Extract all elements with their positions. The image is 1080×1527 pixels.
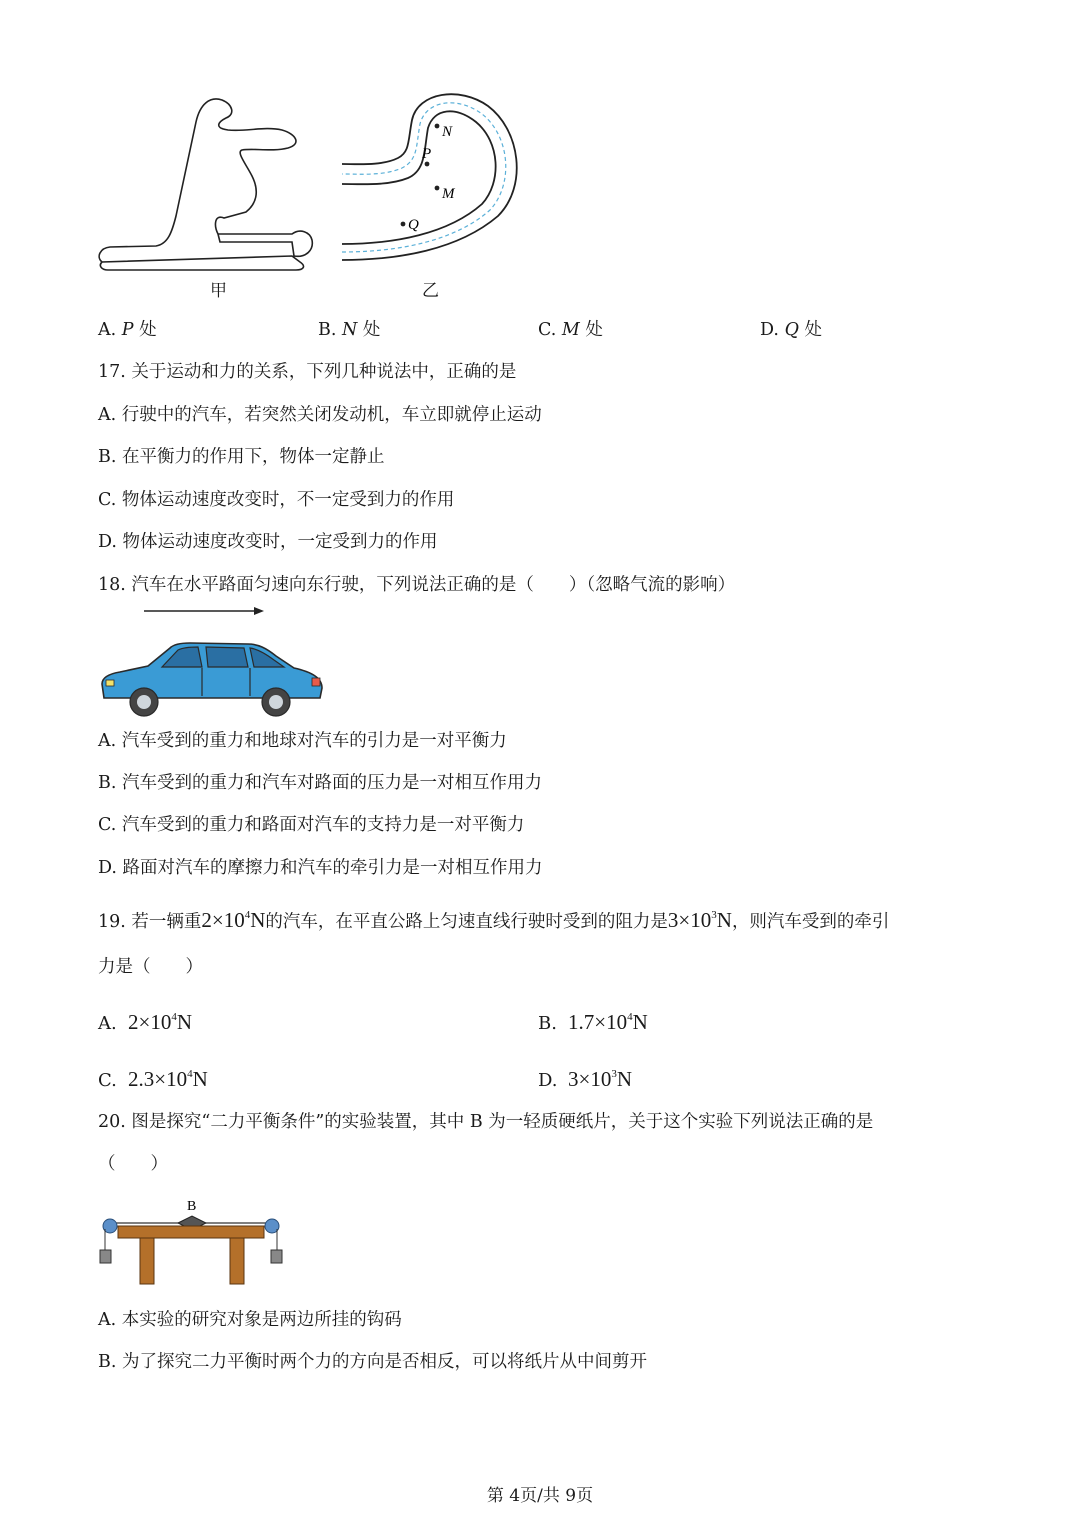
q19-option-a: A. $2\times 10^4N$ — [98, 1010, 193, 1034]
curve-center-dash — [342, 103, 506, 252]
q19-stem: 19. 若一辆重$2\times 10^4N$的汽车，在平直公路上匀速直线行驶时受到的阻力是$3\times 10^3N$，则汽车受到的牵引 — [98, 908, 890, 932]
q20-stem-line2: （ ） — [98, 1154, 168, 1174]
caption-yi: 乙 — [422, 281, 439, 301]
q17-stem: 17. 关于运动和力的关系，下列几种说法中，正确的是 — [98, 362, 517, 382]
q18-option-d: D. 路面对汽车的摩擦力和汽车的牵引力是一对相互作用力 — [98, 858, 543, 878]
car-illustration — [98, 640, 326, 720]
point-n-label: N — [442, 124, 453, 140]
point-n-dot — [435, 124, 440, 129]
q16-option-c: C. M 处 — [538, 320, 603, 340]
q20-option-b: B. 为了探究二力平衡时两个力的方向是否相反，可以将纸片从中间剪开 — [98, 1352, 647, 1372]
q16-option-b: B. N 处 — [318, 320, 381, 340]
q20-option-a: A. 本实验的研究对象是两边所挂的钩码 — [98, 1310, 402, 1330]
weight-right — [271, 1250, 282, 1263]
car-window-middle — [206, 647, 248, 667]
q17-option-d: D. 物体运动速度改变时，一定受到力的作用 — [98, 532, 438, 552]
balance-apparatus — [98, 1196, 284, 1288]
q17-option-b: B. 在平衡力的作用下，物体一定静止 — [98, 447, 385, 467]
curve-outer-edge — [342, 94, 517, 260]
point-p-dot — [425, 162, 430, 167]
east-arrow — [142, 604, 266, 618]
card-b-label: B — [187, 1199, 197, 1214]
q16-option-d: D. Q 处 — [760, 320, 822, 340]
figure-curve-yi — [338, 90, 523, 268]
point-p-label: P — [422, 146, 432, 162]
q17-option-a: A. 行驶中的汽车，若突然关闭发动机，车立即就停止运动 — [98, 405, 542, 425]
point-q-label: Q — [408, 217, 419, 233]
q19-option-d: D. $3\times 10^3N$ — [538, 1067, 633, 1091]
track-jia-outline — [99, 99, 312, 270]
q17-option-c: C. 物体运动速度改变时，不一定受到力的作用 — [98, 490, 455, 510]
q18-option-a: A. 汽车受到的重力和地球对汽车的引力是一对平衡力 — [98, 731, 507, 751]
caption-jia: 甲 — [210, 281, 227, 301]
point-m-dot — [435, 186, 440, 191]
page-footer: 第 4页/共 9页 — [486, 1486, 594, 1506]
tabletop — [118, 1226, 264, 1238]
q20-stem: 20. 图是探究“二力平衡条件”的实验装置，其中 B 为一轻质硬纸片，关于这个实验下列说法正确的是 — [98, 1112, 874, 1132]
point-m-label: M — [442, 186, 455, 202]
point-q-dot — [401, 222, 406, 227]
table-leg-right — [230, 1238, 244, 1284]
q19-option-b: B. $1.7\times 10^4N$ — [538, 1010, 648, 1034]
q19-stem-line2: 力是（ ） — [98, 957, 203, 977]
q18-stem: 18. 汽车在水平路面匀速向东行驶，下列说法正确的是（ ）（忽略气流的影响） — [98, 575, 736, 595]
q19-option-c: C. $2.3\times 10^4N$ — [98, 1067, 208, 1091]
weight-left — [100, 1250, 111, 1263]
table-leg-left — [140, 1238, 154, 1284]
figure-track-jia — [96, 92, 326, 272]
q16-option-a: A. P 处 — [98, 320, 157, 340]
q18-option-b: B. 汽车受到的重力和汽车对路面的压力是一对相互作用力 — [98, 773, 542, 793]
q18-option-c: C. 汽车受到的重力和路面对汽车的支持力是一对平衡力 — [98, 815, 525, 835]
